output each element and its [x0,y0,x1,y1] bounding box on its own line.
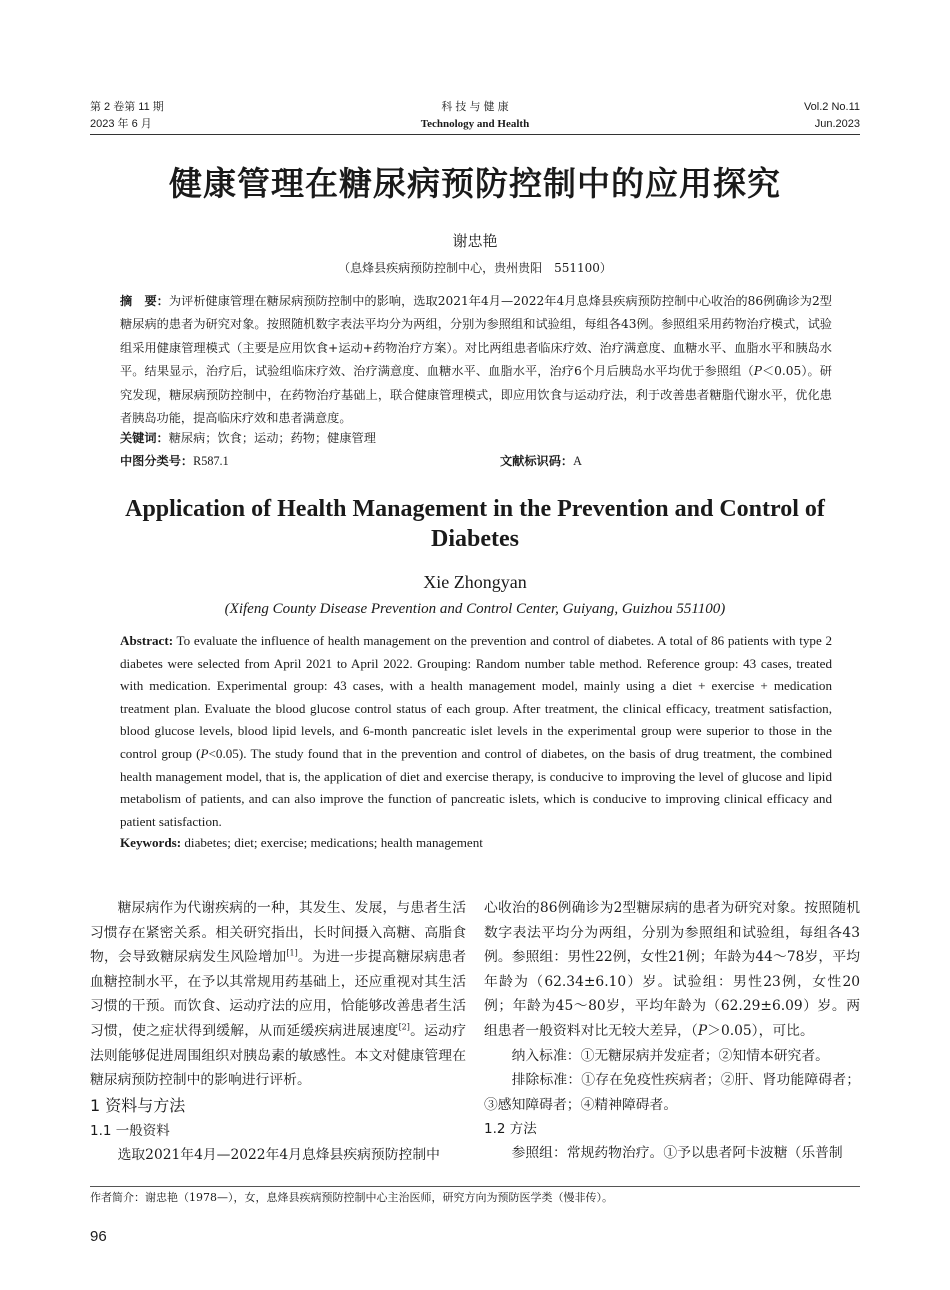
document-code-label: 文献标识码： [500,454,574,468]
citation-2: [2] [398,1022,410,1032]
abstract-en-text-2: <0.05). The study found that in the prevention and control of diabetes, on the basis of drug treatment, the combined health management model, that is, the application of diet and exercise therapy, is conducive to improving the level of glucose and lipid metabolism of patients, and can also improve the function of pancreatic islets, which is conducive to improving clinical efficacy and patient satisfaction. [120,745,832,829]
document-code-value: A [573,454,582,468]
affiliation-en: (Xifeng County Disease Prevention and Control Center, Guiyang, Guizhou 551100) [224,601,726,617]
keywords-en-label: Keywords: [120,835,182,850]
keywords-cn-label: 关键词： [120,431,169,445]
abstract-en-text-1: To evaluate the influence of health management on the prevention and control of diabetes. A total of 86 patients with type 2 diabetes were selected from April 2021 to April 2022. Grouping: Random number table method. Reference group: 43 cases, treated with medication. Experimental group: 43 cases, with a health management model, mainly using a diet + exercise + medication treatment plan. Evaluate the blood glucose control status of each group. After treatment, the clinical efficacy, treatment satisfaction, blood glucose levels, blood lipid levels, and 6-month pancreatic islet levels in the experimental group were superior to those in the control group ( [120,633,832,761]
citation-1: [1] [286,948,298,958]
intro-text-1: 糖尿病作为代谢疾病的一种，其发生、发展，与患者生活习惯存在紧密关系。相关研究指出，长时间摄入高糖、高脂食物，会导致糖尿病发生风险增加 [90,900,466,966]
classification-value: R587.1 [193,454,229,468]
volume-issue-en: Vol.2 No.11 [803,101,860,113]
general-data-text: 心收治的86例确诊为2型糖尿病的患者为研究对象。按照随机数字表法平均分为两组，分别为参照组和试验组，每组各43例。参照组：男性22例，女性21例；年龄为44～78岁，平均年龄为（62.34±6.10）岁。试验组：男性23例，女性20例；年龄为45～80岁，平均年龄为（62.29±6.09）岁。两组患者一般资料对比无较大差异，（ [484,900,860,1039]
abstract-cn-label: 摘 要： [120,294,169,308]
author-cn: 谢忠艳 [452,232,498,250]
abstract-en-p: P [200,745,209,761]
keywords-en-text: diabetes; diet; exercise; medications; health management [181,835,483,850]
header-center [330,99,620,133]
keywords-cn-text: 糖尿病；饮食；运动；药物；健康管理 [168,431,376,445]
page-title-en: Application of Health Management in the Prevention and Control of Diabetes [125,496,825,552]
date-en: Jun.2023 [814,118,860,130]
volume-issue-cn: 第 2 卷第 11 期 [90,101,164,113]
method-reference-group: 参照组：常规药物治疗。①予以患者阿卡波糖（乐普制 [511,1145,843,1162]
general-data-text-end: ＞0.05），可比。 [707,1022,814,1039]
section-heading-1-1: 1.1 一般资料 [90,1122,170,1139]
abstract-cn-p: P [753,364,762,379]
header-right [660,99,860,133]
section-heading-1-2: 1.2 方法 [484,1121,537,1138]
affiliation-cn: （息烽县疾病预防控制中心，贵州贵阳 551100） [338,261,612,275]
intro-text-2: 。为进一步提高糖尿病患者血糖控制水平，在予以其常规用药基础上，还应重视对其生活习惯的干预。而饮食、运动疗法的应用，恰能够改善患者生活习惯，使之症状得到缓解，从而延缓疾病进展速度 [90,949,467,1039]
author-footnote: 作者简介：谢忠艳（1978—），女，息烽县疾病预防控制中心主治医师，研究方向为预防医学类（慢非传）。 [90,1191,613,1204]
abstract-en [120,630,832,833]
section-heading-1: 1 资料与方法 [90,1095,186,1115]
journal-name-cn: 科 技 与 健 康 [441,101,509,113]
date-cn: 2023 年 6 月 [90,118,152,130]
body-column-left [90,896,466,1167]
footnote-rule [90,1186,860,1187]
general-data-p: P [697,1022,708,1039]
header-rule [90,134,860,135]
abstract-cn [120,290,832,430]
header-left [90,99,164,133]
author-en: Xie Zhongyan [423,572,527,592]
inclusion-criteria: 纳入标准：①无糖尿病并发症者；②知情本研究者。 [511,1047,829,1064]
keywords-en [120,832,832,854]
general-data-paragraph-cont [484,896,860,1044]
document-code [500,451,582,471]
page-title-cn: 健康管理在糖尿病预防控制中的应用探究 [169,164,781,203]
abstract-en-label: Abstract: [120,633,174,648]
general-data-paragraph-start: 选取2021年4月—2022年4月息烽县疾病预防控制中 [117,1146,440,1163]
abstract-cn-text-2: ＜0.05）。研究发现，糖尿病预防控制中，在药物治疗基础上，联合健康管理模式，即应用饮食与运动疗法，利于改善患者糖脂代谢水平，优化患者胰岛功能，提高临床疗效和患者满意度。 [120,364,832,426]
intro-text-3: 。运动疗法则能够促进周围组织对胰岛素的敏感性。本文对健康管理在糖尿病预防控制中的影响进行评析。 [90,1022,467,1089]
abstract-cn-text-1: 为评析健康管理在糖尿病预防控制中的影响，选取2021年4月—2022年4月息烽县疾病预防控制中心收治的86例确诊为2型糖尿病的患者为研究对象。按照随机数字表法平均分为两组，分别为参照组和试验组，每组各43例。参照组采用药物治疗模式，试验组采用健康管理模式（主要是应用饮食+运动+药物治疗方案）。对比两组患者临床疗效、治疗满意度、血糖水平、血脂水平和胰岛水平。结果显示，治疗后，试验组临床疗效、治疗满意度、血糖水平、血脂水平，治疗6个月后胰岛水平均优于参照组（ [120,294,832,379]
classification-label: 中图分类号： [120,454,194,468]
page-number: 96 [90,1228,107,1245]
keywords-cn [120,428,832,448]
classification-number [120,451,229,471]
intro-paragraph [90,896,466,1093]
body-column-right [484,896,860,1166]
journal-name-en: Technology and Health [420,118,530,130]
exclusion-criteria: 排除标准：①存在免疫性疾病者；②肝、肾功能障碍者；③感知障碍者；④精神障碍者。 [484,1072,860,1113]
